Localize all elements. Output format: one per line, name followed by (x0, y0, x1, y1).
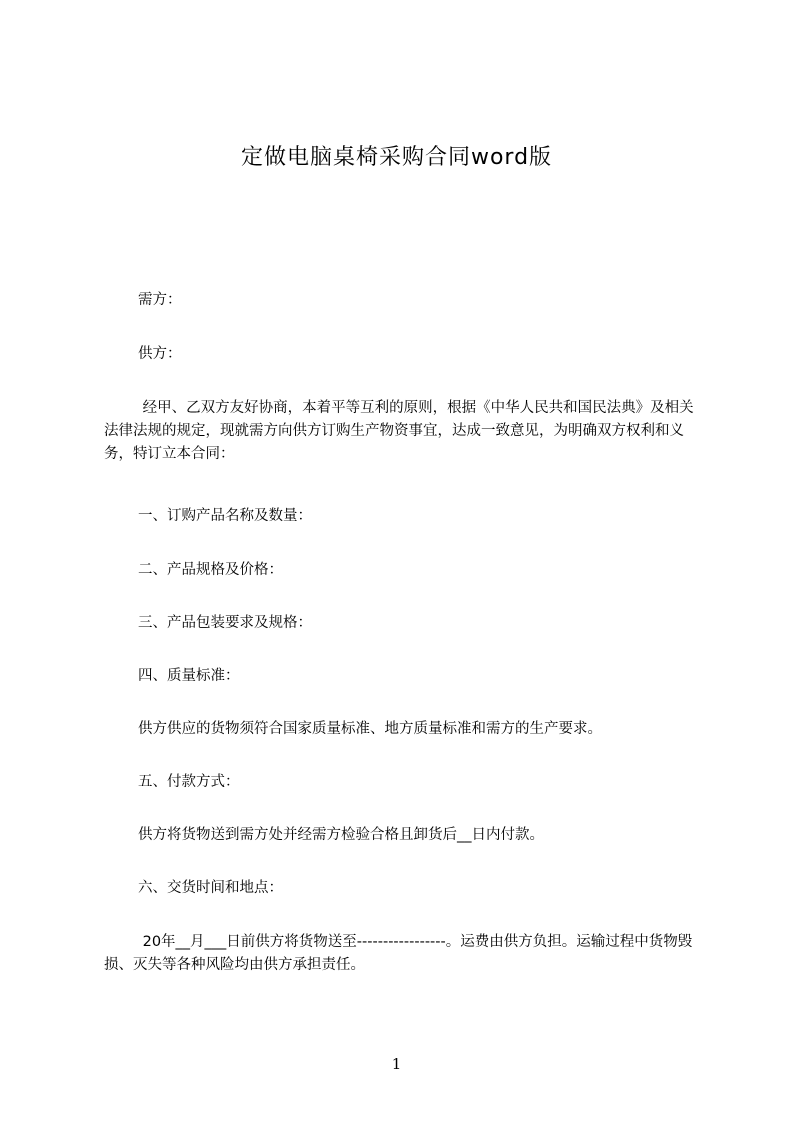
supplier-line: 供方： (138, 346, 182, 362)
section-4-heading: 四、质量标准： (138, 668, 240, 684)
payment-text: 供方将货物送到需方处并经需方检验合格且卸货后__日内付款。 (138, 827, 544, 843)
document-title: 定做电脑桌椅采购合同word版 (240, 145, 553, 170)
buyer-line: 需方： (138, 292, 182, 308)
section-5-heading: 五、付款方式： (138, 774, 240, 790)
section-6-heading: 六、交货时间和地点： (138, 880, 283, 896)
preamble-paragraph: 经甲、乙双方友好协商，本着平等互利的原则，根据《中华人民共和国民法典》及相关法律法规的规定，现就需方向供方订购生产物资事宜，达成一致意见，为明确双方权利和义务，特订立本合同： (104, 400, 694, 462)
page-number: 1 (391, 1055, 402, 1073)
delivery-text: 20年__月___日前供方将货物送至-----------------。运费由供方负担。运输过程中货物毁损、灭失等各种风险均由供方承担责任。 (104, 934, 693, 973)
section-1-heading: 一、订购产品名称及数量： (138, 508, 312, 524)
section-2-heading: 二、产品规格及价格： (138, 562, 283, 578)
quality-standard-text: 供方供应的货物须符合国家质量标准、地方质量标准和需方的生产要求。 (138, 721, 602, 737)
section-3-heading: 三、产品包装要求及规格： (138, 615, 312, 631)
